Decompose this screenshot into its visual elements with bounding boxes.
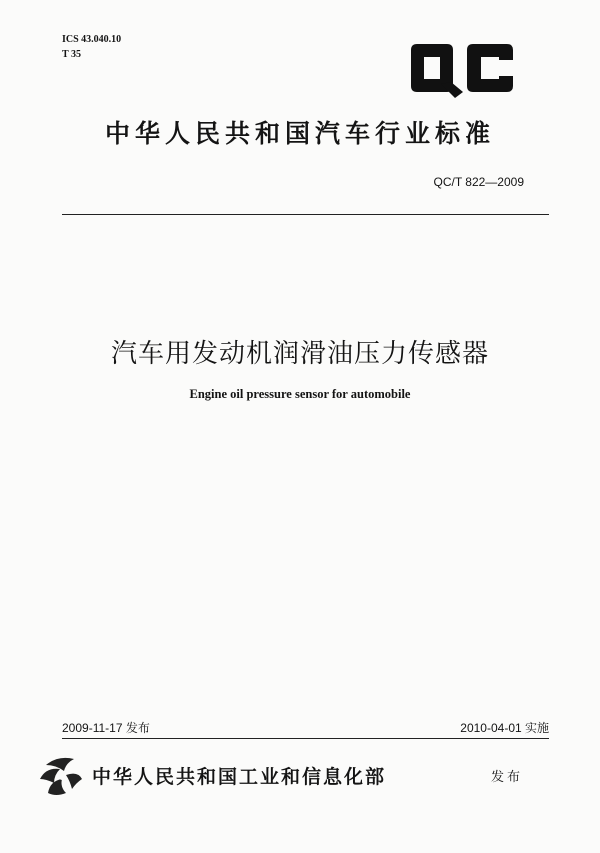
divider-bottom: [62, 738, 549, 739]
qc-logo: [405, 40, 517, 100]
standard-number: QC/T 822—2009: [433, 175, 524, 189]
document-title: 汽车用发动机润滑油压力传感器: [110, 339, 489, 369]
qc-logo-text: QC: [405, 40, 407, 41]
classification-codes: [62, 32, 121, 62]
publisher-name: 中华人民共和国工业和信息化部: [92, 766, 387, 788]
issue-date: 2009-11-17 发布: [62, 721, 150, 735]
publish-label: 发布: [491, 770, 524, 785]
implement-date: 2010-04-01 实施: [460, 721, 549, 735]
ministry-emblem-icon: [36, 753, 84, 801]
document-title-english: Engine oil pressure sensor for automobile: [189, 387, 411, 401]
divider-top: [62, 214, 549, 215]
ics-code: ICS 43.040.10: [62, 34, 122, 45]
ccs-code: T 35: [62, 49, 81, 60]
standard-category: 中华人民共和国汽车行业标准: [104, 119, 495, 148]
